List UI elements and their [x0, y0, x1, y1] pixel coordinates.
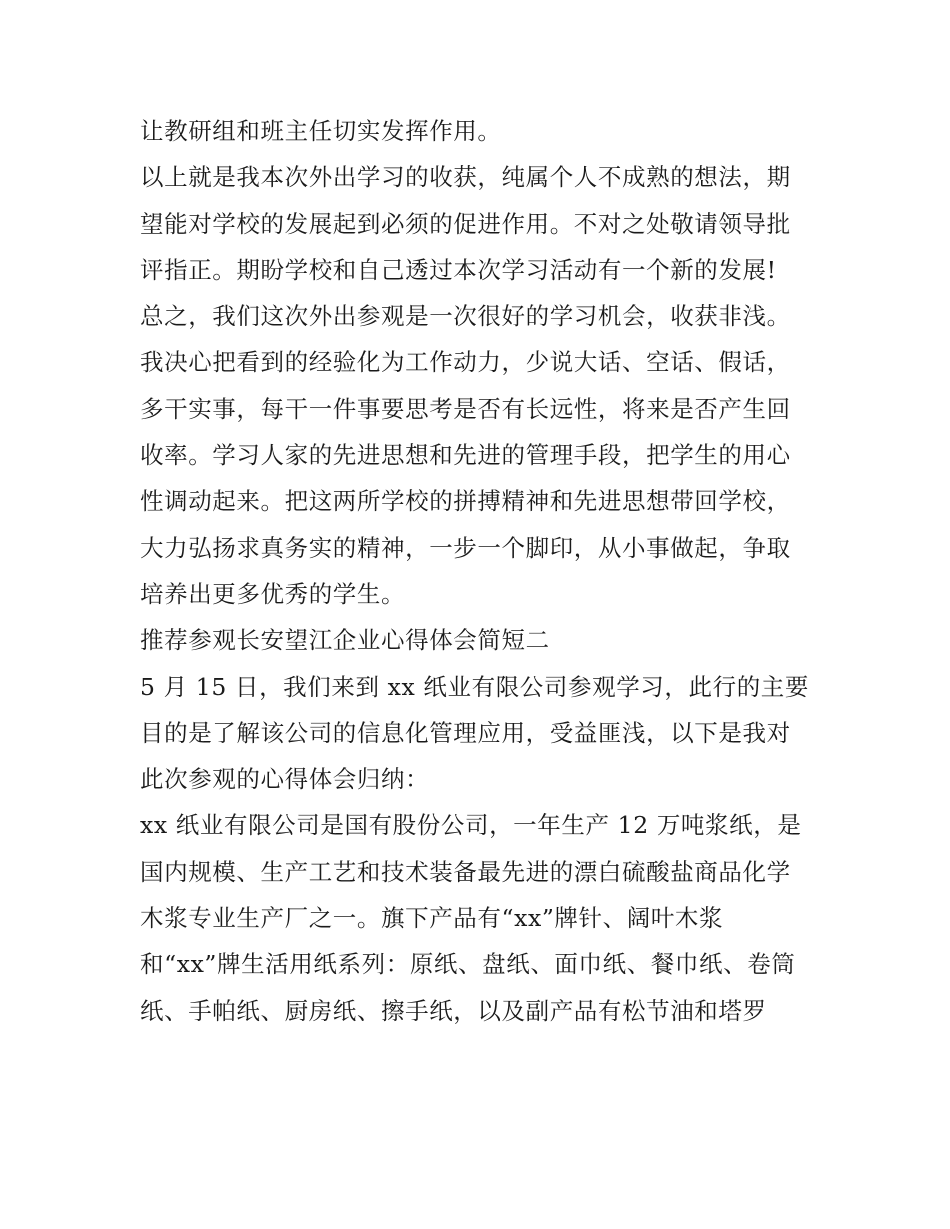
section-heading: 推荐参观长安望江企业心得体会简短二 [140, 626, 550, 655]
text-line: 以上就是我本次外出学习的收获，纯属个人不成熟的想法，期 [140, 163, 791, 192]
text-line: 我决心把看到的经验化为工作动力，少说大话、空话、假话， [140, 348, 791, 377]
text-line: 纸、手帕纸、厨房纸、擦手纸，以及副产品有松节油和塔罗 [140, 996, 767, 1025]
document-body [140, 108, 820, 1034]
text-line: 5 月 15 日，我们来到 xx 纸业有限公司参观学习，此行的主要 [140, 672, 810, 701]
text-line: 培养出更多优秀的学生。 [140, 579, 406, 608]
text-line: 收率。学习人家的先进思想和先进的管理手段，把学生的用心 [140, 441, 791, 470]
text-line: 总之，我们这次外出参观是一次很好的学习机会，收获非浅。 [140, 302, 791, 331]
text-line: 国内规模、生产工艺和技术装备最先进的漂白硫酸盐商品化学 [140, 857, 791, 886]
text-line: 木浆专业生产厂之一。旗下产品有“xx”牌针、阔叶木浆 [140, 904, 724, 933]
text-line: 大力弘扬求真务实的精神，一步一个脚印，从小事做起，争取 [140, 533, 791, 562]
text-line: xx 纸业有限公司是国有股份公司，一年生产 12 万吨浆纸，是 [140, 811, 802, 840]
text-line: 和“xx”牌生活用纸系列：原纸、盘纸、面巾纸、餐巾纸、卷筒 [140, 950, 796, 979]
text-line: 望能对学校的发展起到必须的促进作用。不对之处敬请领导批 [140, 209, 791, 238]
text-line: 多干实事，每干一件事要思考是否有长远性，将来是否产生回 [140, 394, 791, 423]
text-line: 性调动起来。把这两所学校的拼搏精神和先进思想带回学校， [140, 487, 791, 516]
text-line: 评指正。期盼学校和自己透过本次学习活动有一个新的发展! [140, 255, 777, 284]
text-line: 此次参观的心得体会归纳： [140, 765, 430, 794]
text-line: 让教研组和班主任切实发挥作用。 [140, 117, 502, 145]
text-line: 目的是了解该公司的信息化管理应用，受益匪浅，以下是我对 [140, 718, 791, 747]
